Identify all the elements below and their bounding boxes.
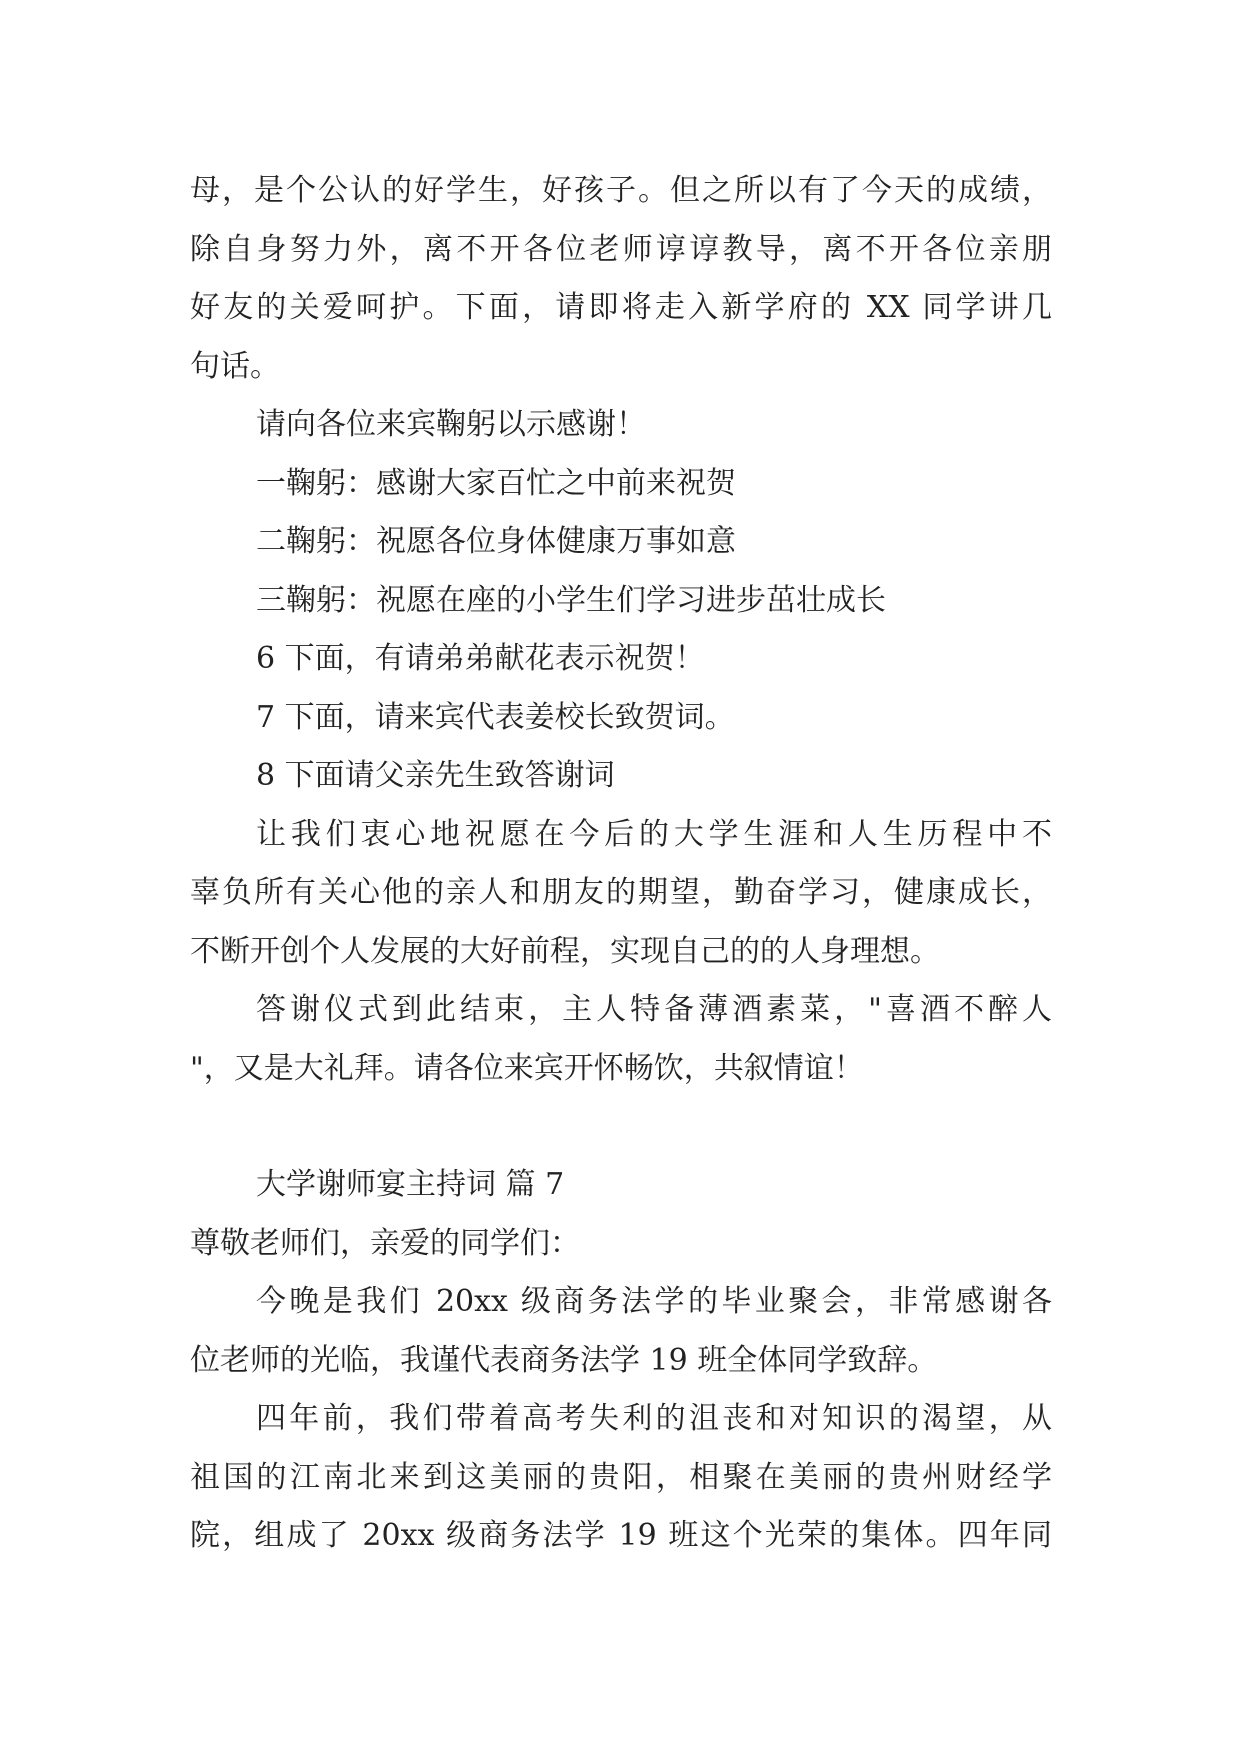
section-title: 大学谢师宴主持词 篇 7 — [256, 1167, 565, 1202]
text-line: 院，组成了 20xx 级商务法学 19 班这个光荣的集体。四年同 — [190, 1518, 1052, 1553]
text-line: 三鞠躬：祝愿在座的小学生们学习进步茁壮成长 — [256, 582, 886, 618]
document-body — [190, 162, 1052, 1566]
text-line: 句话。 — [190, 348, 280, 384]
text-line: 尊敬老师们，亲爱的同学们： — [190, 1225, 580, 1261]
text-line: 不断开创个人发展的大好前程，实现自己的的人身理想。 — [190, 933, 940, 969]
paragraph-block-section — [190, 1215, 1052, 1566]
text-line: "，又是大礼拜。请各位来宾开怀畅饮，共叙情谊！ — [190, 1050, 864, 1086]
paragraph-block — [190, 162, 1052, 1098]
text-line: 一鞠躬：感谢大家百忙之中前来祝贺 — [256, 465, 736, 501]
section-spacer — [190, 1098, 1052, 1156]
text-line: 母，是个公认的好学生，好孩子。但之所以有了今天的成绩， — [190, 173, 1052, 208]
text-line: 答谢仪式到此结束，主人特备薄酒素菜，"喜酒不醉人 — [256, 992, 1052, 1027]
text-line: 二鞠躬：祝愿各位身体健康万事如意 — [256, 524, 736, 559]
text-line: 6 下面，有请弟弟献花表示祝贺！ — [256, 641, 705, 676]
text-line: 辜负所有关心他的亲人和朋友的期望，勤奋学习，健康成长， — [190, 875, 1052, 910]
text-line: 7 下面，请来宾代表姜校长致贺词。 — [256, 699, 735, 735]
text-line: 请向各位来宾鞠躬以示感谢！ — [256, 407, 646, 442]
text-line: 祖国的江南北来到这美丽的贵阳，相聚在美丽的贵州财经学 — [190, 1459, 1052, 1495]
text-line: 8 下面请父亲先生致答谢词 — [256, 758, 615, 793]
text-line: 今晚是我们 20xx 级商务法学的毕业聚会，非常感谢各 — [256, 1284, 1052, 1319]
text-line: 位老师的光临，我谨代表商务法学 19 班全体同学致辞。 — [190, 1342, 938, 1378]
text-line: 让我们衷心地祝愿在今后的大学生涯和人生历程中不 — [256, 816, 1052, 852]
text-line: 好友的关爱呵护。下面，请即将走入新学府的 XX 同学讲几 — [190, 290, 1052, 325]
text-line: 四年前，我们带着高考失利的沮丧和对知识的渴望，从 — [256, 1401, 1052, 1436]
text-line: 除自身努力外，离不开各位老师谆谆教导，离不开各位亲朋 — [190, 231, 1052, 267]
